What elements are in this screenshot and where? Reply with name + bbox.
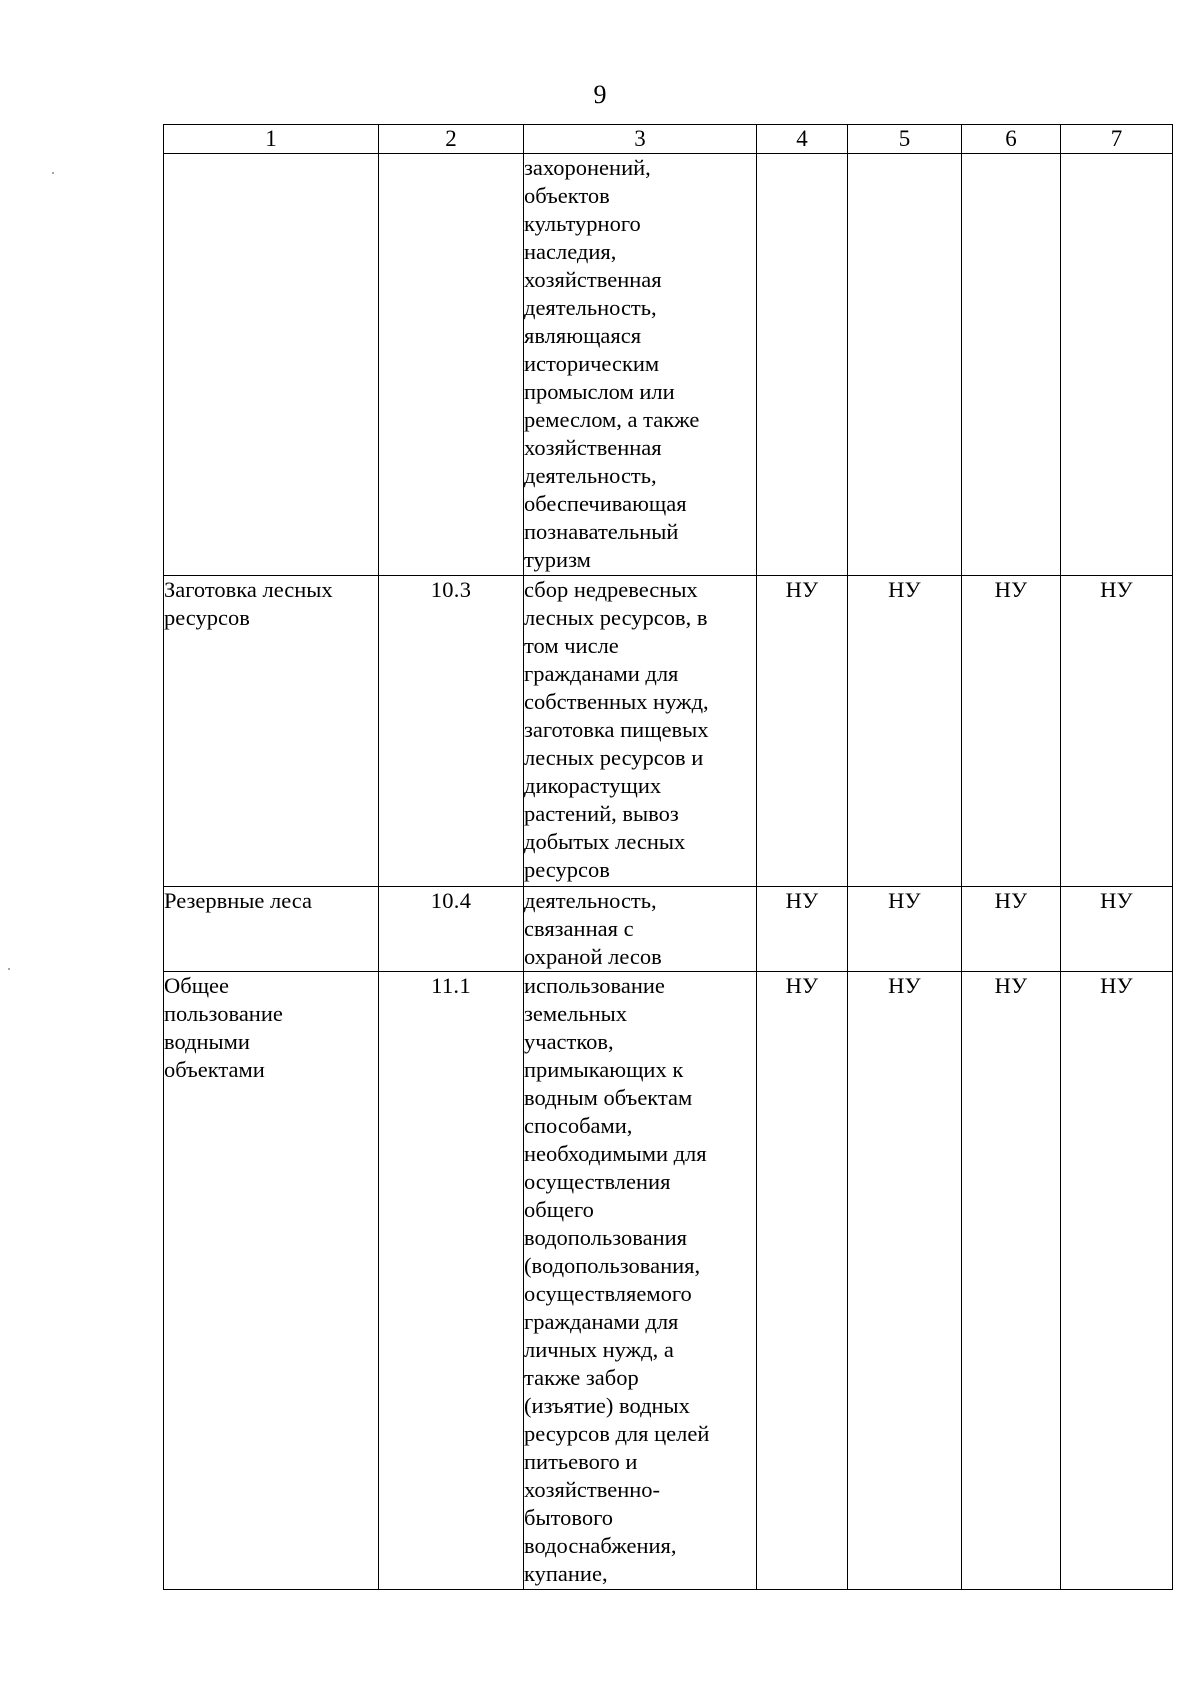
row-value-7: НУ bbox=[1061, 972, 1173, 1590]
column-header-5: 5 bbox=[848, 125, 962, 154]
row-value-6: НУ bbox=[962, 887, 1061, 972]
row-code bbox=[379, 154, 524, 576]
row-code: 10.4 bbox=[379, 887, 524, 972]
row-value-7: НУ bbox=[1061, 576, 1173, 887]
row-value-5 bbox=[848, 154, 962, 576]
row-value-5: НУ bbox=[848, 887, 962, 972]
row-value-4: НУ bbox=[757, 887, 848, 972]
row-description: захоронений, объектов культурного наследия, хозяйственная деятельность, являющаяся историческим промыслом или ремеслом, а также хозяйственная деятельность, обеспечивающая познавательный туризм bbox=[524, 154, 757, 576]
row-value-6 bbox=[962, 154, 1061, 576]
table-row bbox=[164, 887, 1173, 972]
column-header-3: 3 bbox=[524, 125, 757, 154]
row-value-4: НУ bbox=[757, 972, 848, 1590]
row-value-4 bbox=[757, 154, 848, 576]
row-value-5: НУ bbox=[848, 972, 962, 1590]
row-value-4: НУ bbox=[757, 576, 848, 887]
table-row bbox=[164, 972, 1173, 1590]
row-name bbox=[164, 154, 379, 576]
row-value-6: НУ bbox=[962, 972, 1061, 1590]
row-description: использование земельных участков, примыкающих к водным объектам способами, необходимыми для осуществления общего водопользования (водопользования, осуществляемого гражданами для личных нужд, а также забор (изъятие) водных ресурсов для целей питьевого и хозяйственно- бытового водоснабжения, купание, bbox=[524, 972, 757, 1590]
row-name: Резервные леса bbox=[164, 887, 379, 972]
row-name: Общее пользование водными объектами bbox=[164, 972, 379, 1590]
column-header-4: 4 bbox=[757, 125, 848, 154]
row-value-7 bbox=[1061, 154, 1173, 576]
table-row bbox=[164, 576, 1173, 887]
scan-speck bbox=[8, 968, 10, 970]
land-use-table bbox=[163, 124, 1173, 1590]
page-number: 9 bbox=[593, 80, 607, 109]
column-header-2: 2 bbox=[379, 125, 524, 154]
row-code: 10.3 bbox=[379, 576, 524, 887]
scan-speck bbox=[52, 172, 54, 174]
row-description: деятельность, связанная с охраной лесов bbox=[524, 887, 757, 972]
row-code: 11.1 bbox=[379, 972, 524, 1590]
column-header-1: 1 bbox=[164, 125, 379, 154]
row-name: Заготовка лесных ресурсов bbox=[164, 576, 379, 887]
column-header-6: 6 bbox=[962, 125, 1061, 154]
header-row bbox=[164, 125, 1173, 154]
row-description: сбор недревесных лесных ресурсов, в том числе гражданами для собственных нужд, заготовка пищевых лесных ресурсов и дикорастущих растений, вывоз добытых лесных ресурсов bbox=[524, 576, 757, 887]
column-header-7: 7 bbox=[1061, 125, 1173, 154]
row-value-5: НУ bbox=[848, 576, 962, 887]
row-value-7: НУ bbox=[1061, 887, 1173, 972]
table-row bbox=[164, 154, 1173, 576]
row-value-6: НУ bbox=[962, 576, 1061, 887]
